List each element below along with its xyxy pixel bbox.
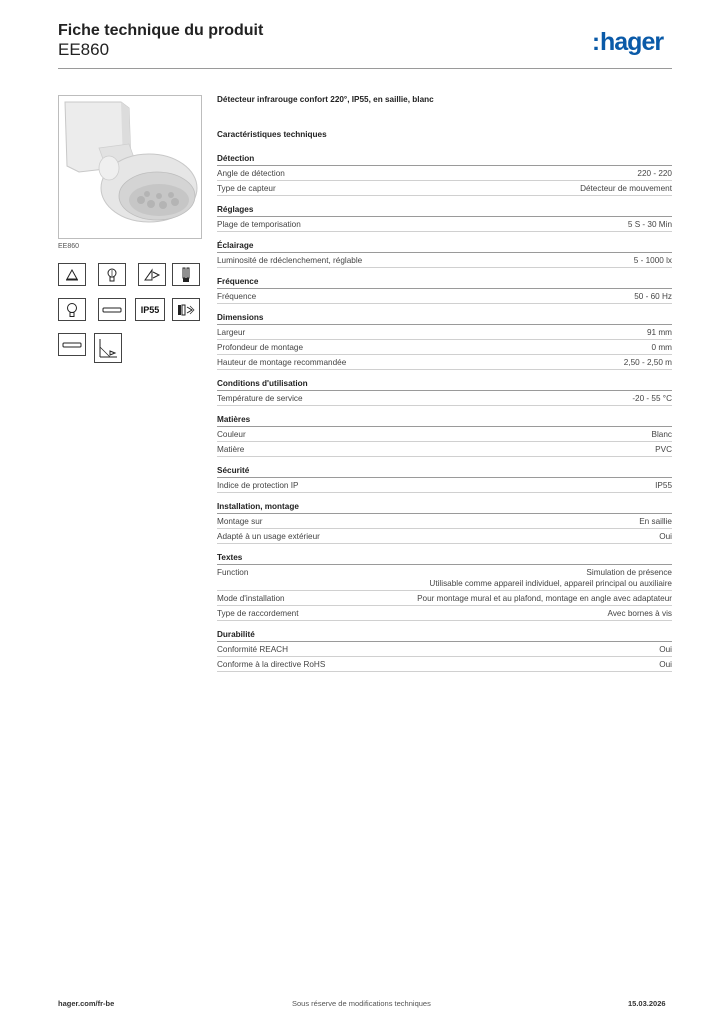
spec-key: Largeur — [217, 328, 246, 337]
spec-value: IP55 — [655, 481, 672, 490]
footer-notice: Sous réserve de modifications techniques — [292, 999, 431, 1008]
section-title: Dimensions — [217, 313, 672, 325]
spec-row — [217, 391, 672, 406]
spec-key: Type de capteur — [217, 184, 276, 193]
spec-row — [217, 565, 672, 591]
spec-row — [217, 642, 672, 657]
image-caption: EE860 — [58, 243, 80, 250]
incandescent-lamp-icon — [58, 298, 86, 321]
spec-key: Mode d'installation — [217, 594, 285, 603]
section-title: Textes — [217, 553, 672, 565]
section-title: Éclairage — [217, 241, 672, 253]
spec-section — [217, 502, 672, 544]
spec-section — [217, 415, 672, 457]
spec-value: 5 - 1000 lx — [633, 256, 672, 265]
spec-key: Plage de temporisation — [217, 220, 301, 229]
product-reference: EE860 — [58, 40, 110, 59]
section-title: Installation, montage — [217, 502, 672, 514]
wall-mount-icon — [94, 333, 122, 363]
spec-row — [217, 217, 672, 232]
motion-detector-icon — [172, 298, 200, 321]
spec-row — [217, 657, 672, 672]
spec-row — [217, 591, 672, 606]
spec-section — [217, 379, 672, 406]
tube-lamp-icon — [98, 298, 126, 321]
section-title: Fréquence — [217, 277, 672, 289]
spec-sections — [217, 154, 672, 672]
section-title: Réglages — [217, 205, 672, 217]
spec-value: Blanc — [651, 430, 672, 439]
spec-key: Luminosité de rdéclenchement, réglable — [217, 256, 363, 265]
spec-value: Pour montage mural et au plafond, montage en angle avec adaptateur — [417, 594, 672, 603]
spec-key: Adapté à un usage extérieur — [217, 532, 320, 541]
spec-value: Oui — [659, 532, 672, 541]
spec-value: -20 - 55 °C — [632, 394, 672, 403]
footer-website[interactable]: hager.com/fr-be — [58, 999, 115, 1008]
spec-key: Température de service — [217, 394, 303, 403]
spec-key: Conformité REACH — [217, 645, 288, 654]
spec-key: Fréquence — [217, 292, 257, 301]
spec-value: Simulation de présence Utilisable comme appareil individuel, appareil principal ou auxiliaire — [429, 568, 672, 588]
spec-value: 91 mm — [646, 328, 672, 337]
spec-value: Avec bornes à vis — [607, 609, 672, 618]
spec-section — [217, 466, 672, 493]
spec-key: Montage sur — [217, 517, 263, 526]
lamp-adjust-icon — [98, 263, 126, 286]
spec-value: PVC — [655, 445, 672, 454]
spec-key: Indice de protection IP — [217, 481, 299, 490]
wall-tube-icon — [58, 333, 86, 356]
specs-heading: Caractéristiques techniques — [217, 130, 327, 139]
spec-value: 50 - 60 Hz — [634, 292, 672, 301]
product-subtitle: Détecteur infrarouge confort 220°, IP55, en saillie, blanc — [217, 95, 434, 104]
fluorescent-lamp-icon — [172, 263, 200, 286]
spec-value: Oui — [659, 645, 672, 654]
footer-date: 15.03.2026 — [628, 999, 666, 1008]
spec-section — [217, 553, 672, 621]
section-title: Conditions d'utilisation — [217, 379, 672, 391]
spec-section — [217, 277, 672, 304]
spec-value: Oui — [659, 660, 672, 669]
spec-key: Hauteur de montage recommandée — [217, 358, 347, 367]
ip55-icon: IP55 — [135, 298, 165, 321]
spec-key: Conforme à la directive RoHS — [217, 660, 326, 669]
spec-section — [217, 241, 672, 268]
section-title: Durabilité — [217, 630, 672, 642]
spec-key: Type de raccordement — [217, 609, 299, 618]
spec-row — [217, 181, 672, 196]
spec-value: Détecteur de mouvement — [580, 184, 672, 193]
spec-value: 220 - 220 — [637, 169, 672, 178]
spec-row — [217, 325, 672, 340]
spec-section — [217, 630, 672, 672]
spec-row — [217, 478, 672, 493]
spec-value: 0 mm — [651, 343, 672, 352]
section-title: Sécurité — [217, 466, 672, 478]
spec-key: Matière — [217, 445, 245, 454]
ceiling-mount-icon — [58, 263, 86, 286]
spec-row — [217, 442, 672, 457]
spec-key: Angle de détection — [217, 169, 285, 178]
spec-key: Function — [217, 568, 249, 577]
spec-row — [217, 355, 672, 370]
spec-key: Couleur — [217, 430, 246, 439]
spec-row — [217, 514, 672, 529]
spec-row — [217, 427, 672, 442]
spec-value: 5 S - 30 Min — [627, 220, 672, 229]
spec-value: 2,50 - 2,50 m — [623, 358, 672, 367]
detector-angle-icon — [138, 263, 166, 286]
spec-panel — [217, 95, 672, 681]
spec-row — [217, 253, 672, 268]
spec-row — [217, 606, 672, 621]
product-image — [58, 95, 202, 239]
spec-row — [217, 289, 672, 304]
spec-row — [217, 529, 672, 544]
section-title: Détection — [217, 154, 672, 166]
header-divider — [58, 68, 672, 69]
section-title: Matières — [217, 415, 672, 427]
spec-section — [217, 205, 672, 232]
spec-row — [217, 166, 672, 181]
page-title: Fiche technique du produit — [58, 22, 264, 39]
hager-logo[interactable]: :hager — [592, 28, 664, 56]
spec-row — [217, 340, 672, 355]
spec-value: En saillie — [639, 517, 672, 526]
spec-section — [217, 154, 672, 196]
spec-key: Profondeur de montage — [217, 343, 304, 352]
spec-section — [217, 313, 672, 370]
